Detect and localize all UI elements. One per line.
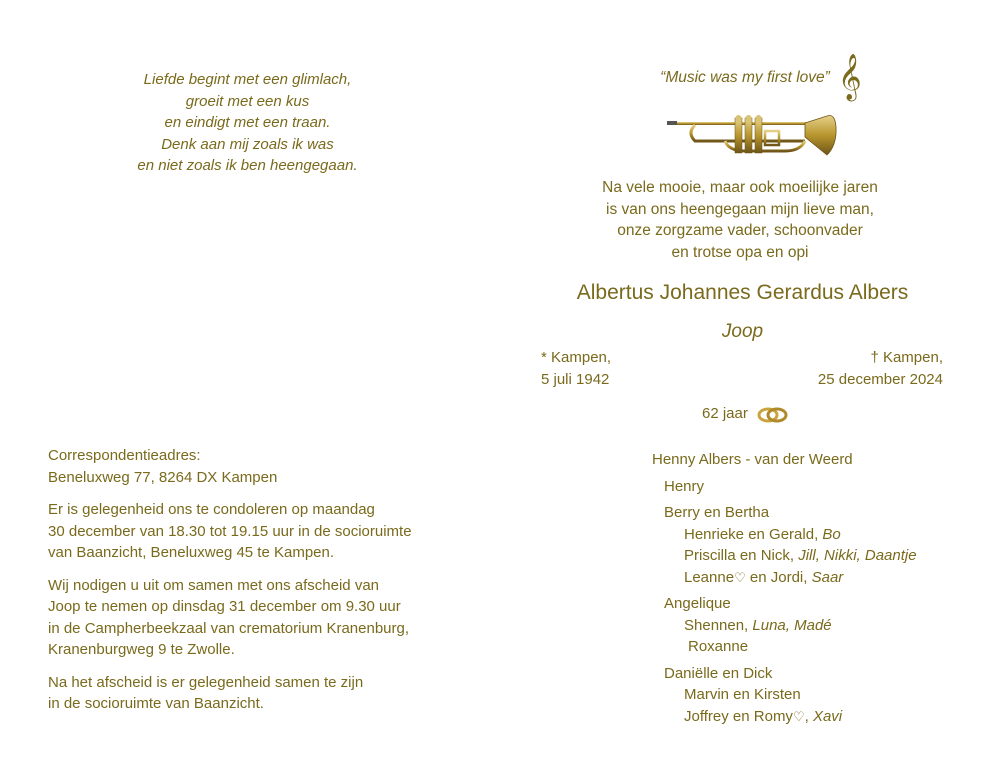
heart-icon: ♡	[734, 569, 746, 585]
death-info	[818, 347, 943, 390]
correspondence-address: Beneluxweg 77, 8264 DX Kampen	[48, 468, 278, 486]
deceased-nickname: Joop	[721, 321, 764, 342]
farewell-line: in de Campherbeekzaal van crematorium Kranenburg,	[48, 619, 410, 637]
announcement	[560, 177, 920, 263]
wedding-rings-icon	[756, 403, 790, 430]
spouse: Henny Albers - van der Weerd	[652, 451, 853, 468]
death-place: † Kampen,	[870, 349, 943, 366]
heart-icon: ♡	[792, 708, 805, 724]
condolence-line: van Baanzicht, Beneluxweg 45 te Kampen.	[48, 544, 335, 561]
farewell-line: Joop te nemen op dinsdag 31 december om 9.30 uur	[48, 598, 401, 615]
condolence-line: 30 december van 18.30 tot 19.15 uur in de socioruimte	[48, 522, 412, 540]
poem-line: groeit met een kus	[185, 92, 310, 110]
family-member: Berry en Bertha	[664, 504, 770, 521]
birth-place: * Kampen,	[541, 349, 612, 366]
announcement-line: en trotse opa en opi	[671, 243, 809, 261]
farewell-info	[48, 575, 468, 661]
poem-line: Liefde begint met een glimlach,	[143, 71, 352, 88]
music-quote: “Music was my first love”	[660, 69, 830, 86]
grandchild: Shennen, Luna, Madé	[684, 616, 832, 634]
family-list	[652, 449, 917, 727]
after-info	[48, 672, 468, 715]
farewell-line: Kranenburgweg 9 te Zwolle.	[48, 641, 235, 658]
grandchild: Leanne♡ en Jordi, Saar	[684, 568, 844, 586]
treble-clef-icon: 𝄞	[838, 55, 862, 99]
condolence-line: Er is gelegenheid ons te condoleren op maandag	[48, 501, 375, 518]
poem	[90, 69, 405, 177]
poem-line: en eindigt met een traan.	[164, 114, 331, 131]
family-member: Daniëlle en Dick	[664, 664, 773, 682]
after-line: Na het afscheid is er gelegenheid samen te zijn	[48, 673, 364, 691]
condolence-info	[48, 499, 468, 564]
announcement-line: onze zorgzame vader, schoonvader	[617, 222, 863, 239]
after-line: in de socioruimte van Baanzicht.	[48, 695, 264, 712]
announcement-line: Na vele mooie, maar ook moeilijke jaren	[602, 179, 878, 196]
deceased-full-name: Albertus Johannes Gerardus Albers	[576, 281, 909, 304]
family-member: Henry	[664, 477, 705, 495]
birth-info	[541, 347, 611, 390]
grandchild: Roxanne	[688, 638, 749, 655]
death-date: 25 december 2024	[817, 370, 943, 388]
farewell-line: Wij nodigen u uit om samen met ons afscheid van	[48, 576, 380, 594]
practical-info	[48, 445, 468, 726]
grandchild: Priscilla en Nick, Jill, Nikki, Daantje	[684, 547, 917, 564]
poem-line: Denk aan mij zoals ik was	[161, 135, 334, 153]
correspondence	[48, 445, 468, 488]
grandchild: Marvin en Kirsten	[684, 686, 801, 703]
grandchild: Joffrey en Romy♡, Xavi	[684, 707, 843, 725]
years-married: 62 jaar	[702, 405, 748, 422]
grandchild: Henrieke en Gerald, Bo	[684, 525, 841, 543]
trumpet-image	[665, 115, 840, 165]
announcement-line: is van ons heengegaan mijn lieve man,	[606, 200, 874, 218]
poem-line: en niet zoals ik ben heengegaan.	[137, 157, 358, 174]
family-member: Angelique	[664, 595, 731, 612]
correspondence-label: Correspondentieadres:	[48, 447, 201, 464]
birth-date: 5 juli 1942	[541, 370, 610, 388]
